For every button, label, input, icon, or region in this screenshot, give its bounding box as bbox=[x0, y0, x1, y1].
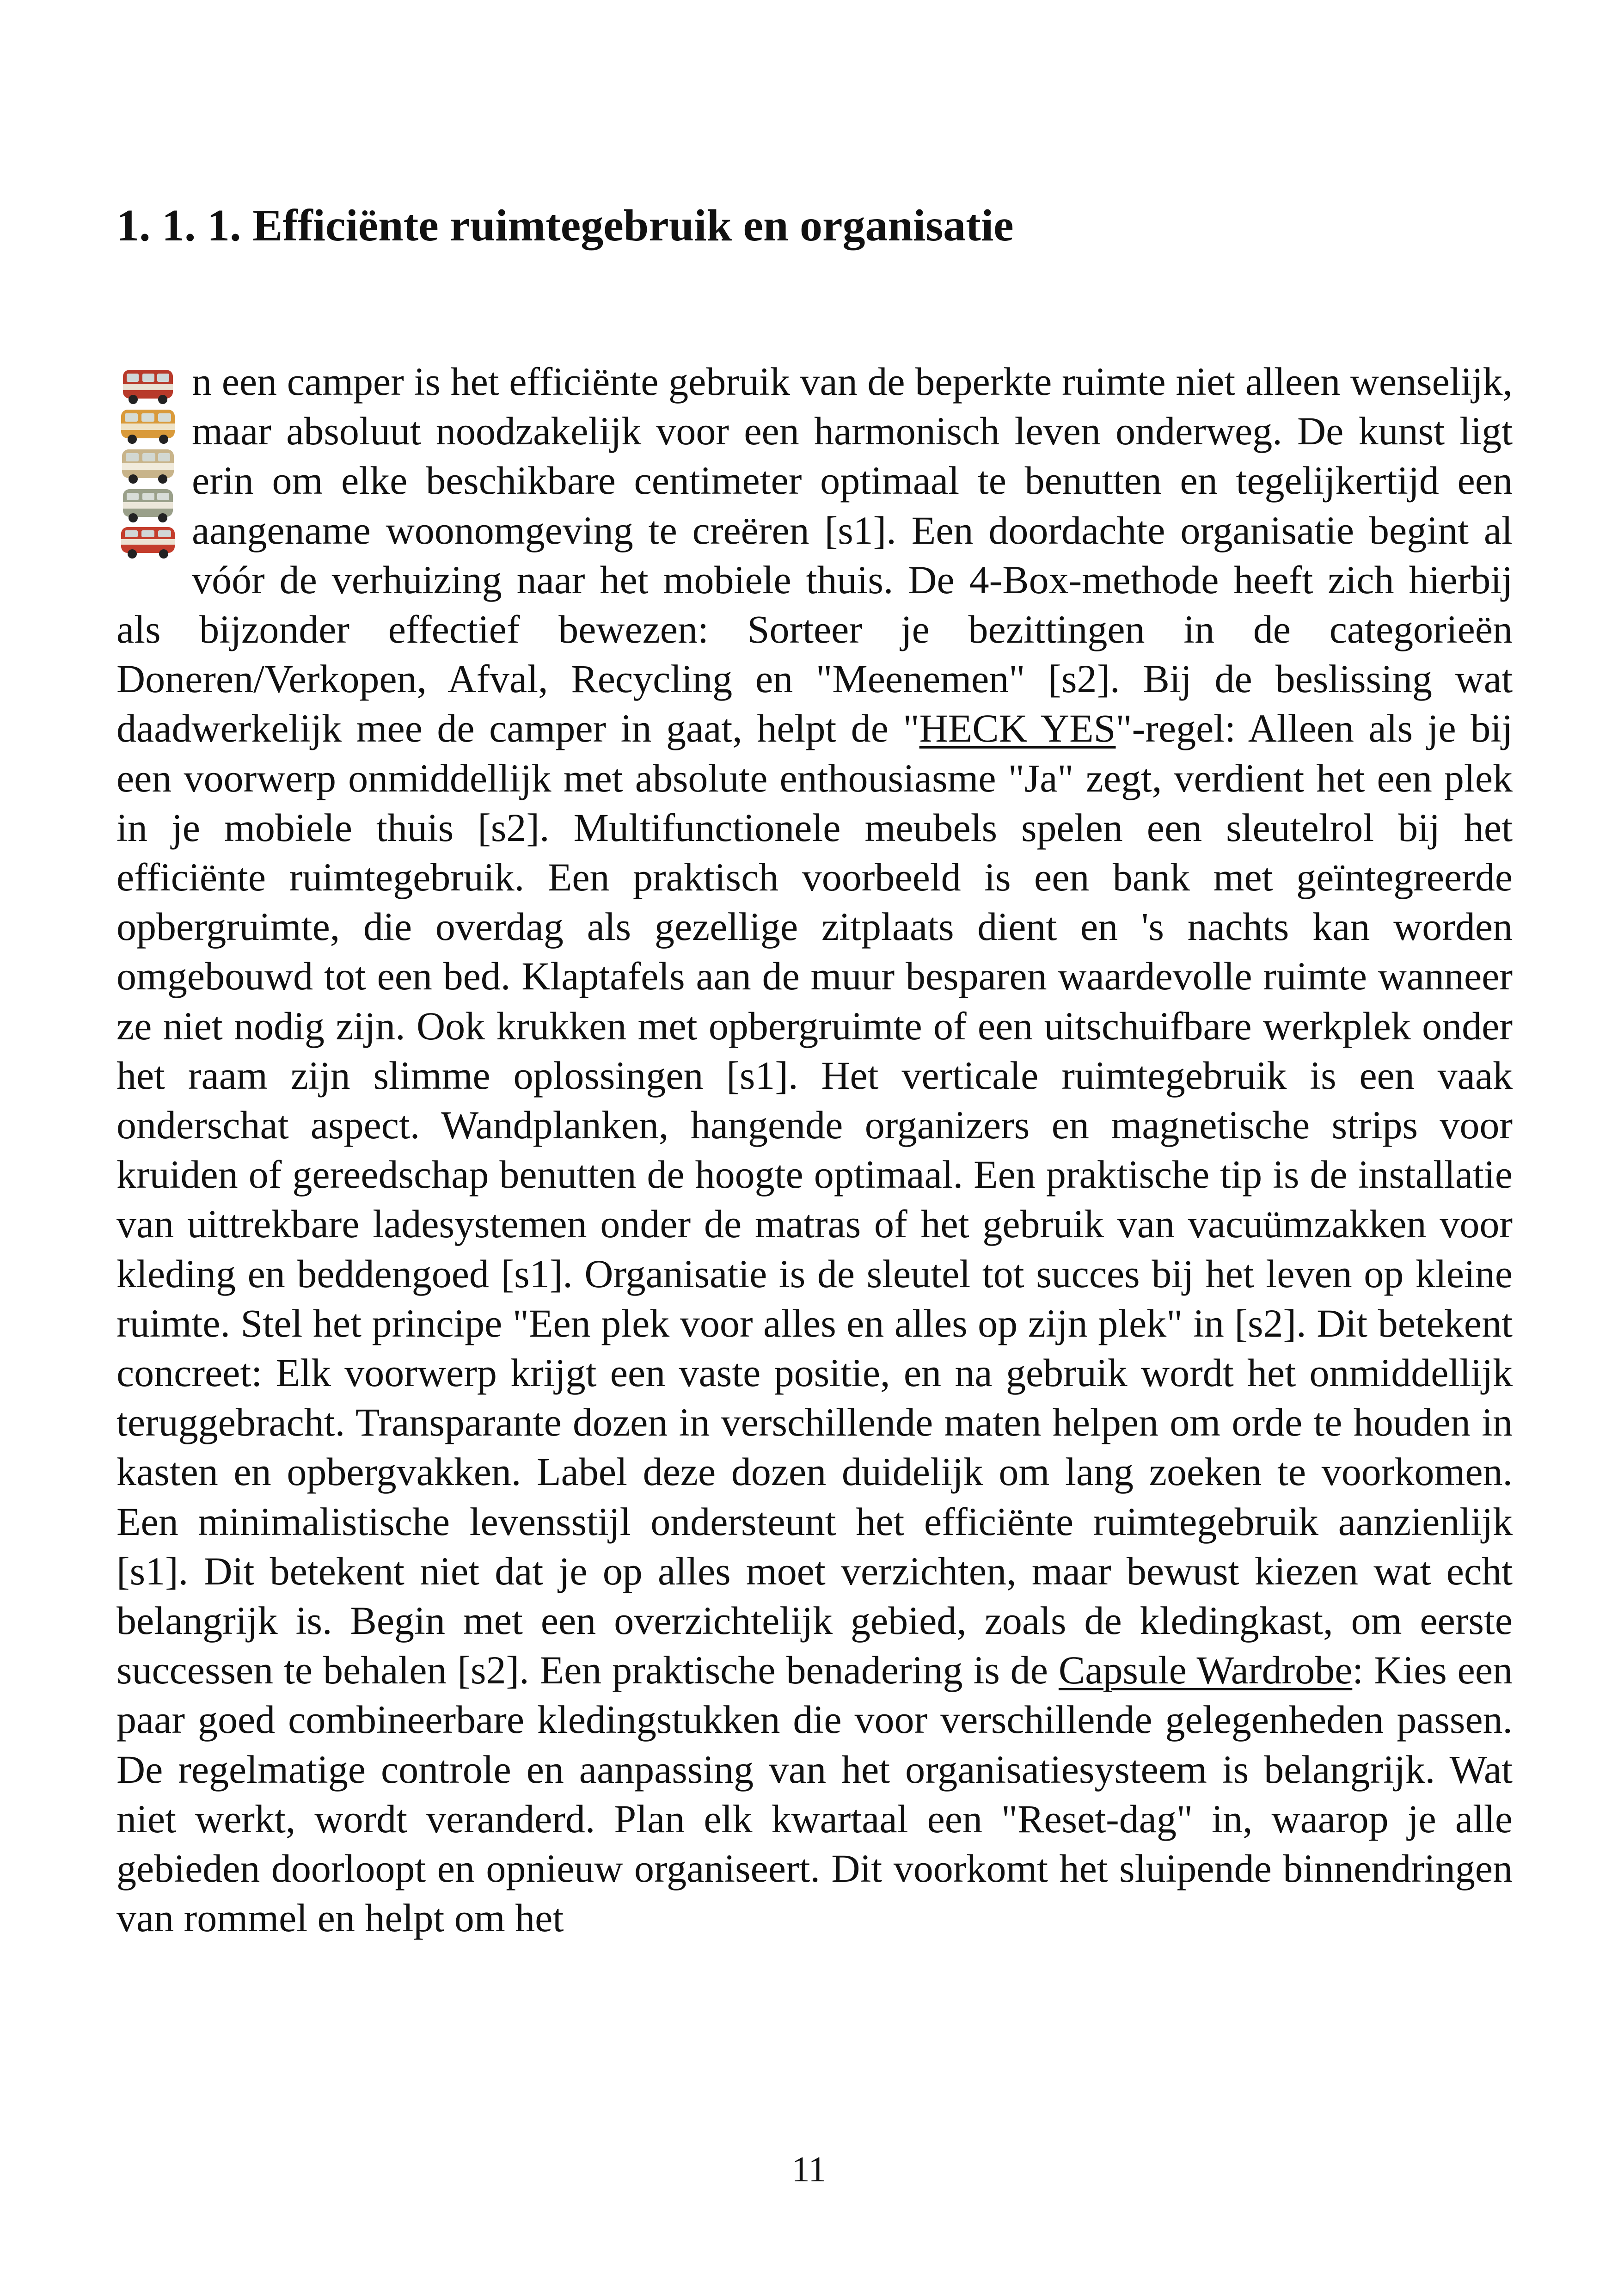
body-paragraph bbox=[116, 357, 1513, 1943]
camper-van-stack-icon bbox=[116, 362, 179, 560]
camper-van-beige-icon bbox=[122, 449, 174, 484]
capsule-wardrobe-link[interactable]: Capsule Wardrobe bbox=[1058, 1648, 1353, 1693]
camper-van-grey-icon bbox=[123, 489, 173, 522]
section-heading: 1. 1. 1. Efficiënte ruimtegebruik en organisatie bbox=[116, 201, 1014, 251]
page-number: 11 bbox=[791, 2149, 827, 2189]
camper-van-red-bottom-icon bbox=[121, 527, 175, 559]
paragraph-text-part-1: n een camper is het efficiënte gebruik van de beperkte ruimte niet alleen wenselijk, maar absoluut noodzakelijk voor een harmonisch leven onderweg. De kunst ligt erin om elke beschikbare centimeter optimaal te benutten en tegelijkertijd een aangename woonomgeving te creëren [s1]. Een doordachte organisatie begint al vóór de verhuizing naar het mobiele thuis. De 4-Box-methode heeft zich hierbij als bijzonder effectief bewezen: Sorteer je bezittingen in de categorieën Doneren/Verkopen, Afval, Recycling en "Meenemen" [s2]. Bij de beslissing wat daadwerkelijk mee de camper in gaat, helpt de " bbox=[116, 359, 1513, 751]
heck-yes-link[interactable]: HECK YES bbox=[919, 706, 1116, 751]
paragraph-1 bbox=[116, 357, 1513, 1943]
camper-van-red-icon bbox=[123, 370, 173, 404]
camper-van-orange-icon bbox=[121, 410, 175, 444]
paragraph-text-part-2: "-regel: Alleen als je bij een voorwerp onmiddellijk met absolute enthousiasme "Ja" zegt, verdient het een plek in je mobiele thuis [s2]. Multifunctionele meubels spelen een sleutelrol bij het efficiënte ruimtegebruik. Een praktisch voorbeeld is een bank met geïntegreerde opbergruimte, die overdag als gezellige zitplaats dient en 's nachts kan worden omgebouwd tot een bed. Klaptafels aan de muur besparen waardevolle ruimte wanneer ze niet nodig zijn. Ook krukken met opbergruimte of een uitschuifbare werkplek onder het raam zijn slimme oplossingen [s1]. Het verticale ruimtegebruik is een vaak onderschat aspect. Wandplanken, hangende organizers en magnetische strips voor kruiden of gereedschap benutten de hoogte optimaal. Een praktische tip is de installatie van uittrekbare ladesystemen onder de matras of het gebruik van vacuümzakken voor kleding en beddengoed [s1]. Organisatie is de sleutel tot succes bij het leven op kleine ruimte. Stel het principe "Een plek voor alles en alles op zijn plek" in [s2]. Dit betekent concreet: Elk voorwerp krijgt een vaste positie, en na gebruik wordt het onmiddellijk teruggebracht. Transparante dozen in verschillende maten helpen om orde te houden in kasten en opbergvakken. Label deze dozen duidelijk om lang zoeken te voorkomen. Een minimalistische levensstijl ondersteunt het efficiënte ruimtegebruik aanzienlijk [s1]. Dit betekent niet dat je op alles moet verzichten, maar bewust kiezen wat echt belangrijk is. Begin met een overzichtelijk gebied, zoals de kledingkast, om eerste successen te behalen [s2]. Een praktische benadering is de bbox=[116, 706, 1513, 1693]
paragraph-text-part-3: : Kies een paar goed combineerbare kledingstukken die voor verschillende gelegenheden passen. De regelmatige controle en aanpassing van het organisatiesysteem is belangrijk. Wat niet werkt, wordt veranderd. Plan elk kwartaal een "Reset-dag" in, waarop je alle gebieden doorloopt en opnieuw organiseert. Dit voorkomt het sluipende binnendringen van rommel en helpt om het bbox=[116, 1648, 1513, 1940]
